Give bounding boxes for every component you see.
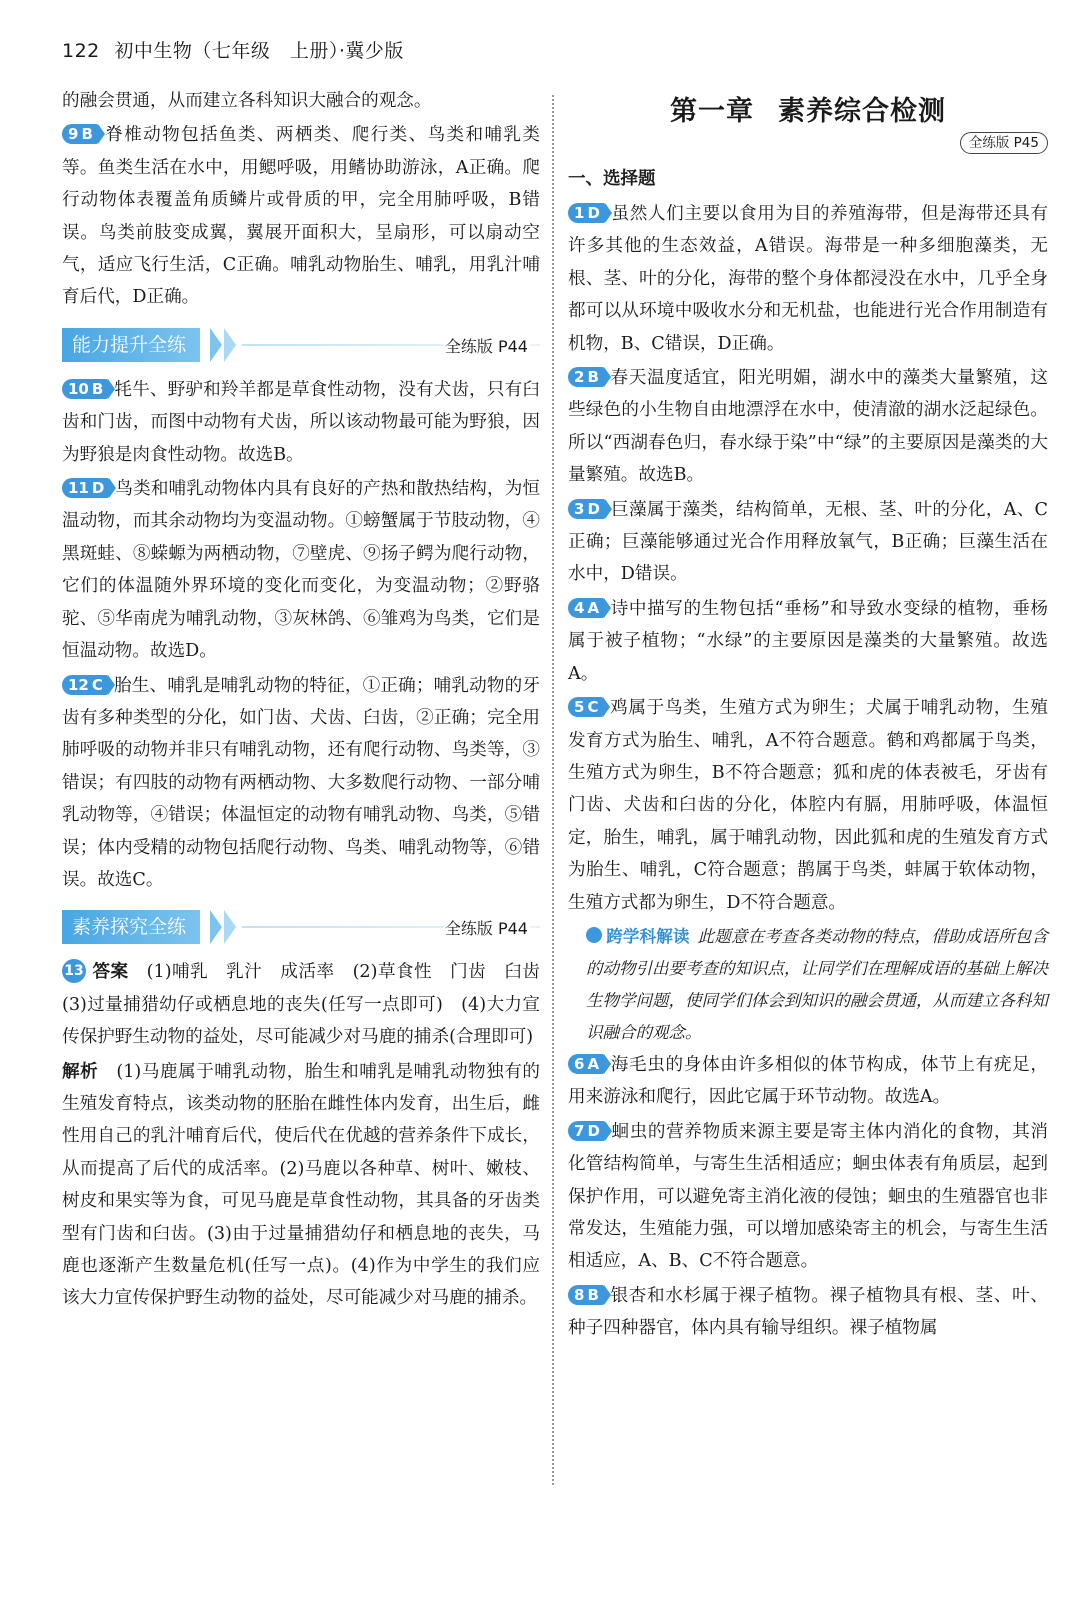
answer-badge: 8 B [568,1285,604,1305]
answer-item-11 [62,473,540,667]
answer-explanation: 蛔虫的营养物质来源主要是寄主体内消化的食物，其消化管结构简单，与寄生生活相适应；蛔虫体表有角质层，起到保护作用，可以避免寄主消化液的侵蚀；蛔虫的生殖器官也非常发达，生殖能力强，可以增加感染寄主的机会，与寄生生活相适应，A、B、C不符合题意。 [568,1121,1048,1272]
section-heading: 一、选择题 [568,169,656,189]
answer-item-6 [568,1049,1048,1114]
chevron-icon [224,328,236,362]
answer-explanation: 巨藻属于藻类，结构简单，无根、茎、叶的分化，A、C正确；巨藻能够通过光合作用释放氧气，B正确；巨藻生活在水中，D错误。 [568,499,1048,585]
answer-explanation: 诗中描写的生物包括“垂杨”和导致水变绿的植物，垂杨属于被子植物；“水绿”的主要原因是藻类的大量繁殖。故选A。 [568,598,1048,684]
answer-badge: 9 B [62,124,98,144]
answer-item-9 [62,119,540,313]
page-header [62,36,404,63]
interdisciplinary-note [586,921,1048,1049]
answer-badge: 10 B [62,379,108,399]
answer-item-13 [62,956,558,1053]
answer-badge: 6 A [568,1054,604,1074]
answer-item-4 [568,593,1048,690]
answer-badge: 5 C [568,697,603,717]
answer-item-3 [568,494,1048,591]
answer-item-8 [568,1280,1048,1345]
answer-explanation: 虽然人们主要以食用为目的养殖海带，但是海带还具有许多其他的生态效益，A错误。海带是一种多细胞藻类，无根、茎、叶的分化，海带的整个身体都浸没在水中，几乎全身都可以从环境中吸收水分和无机盐，也能进行光合作用制造有机物，B、C错误，D正确。 [568,204,1048,354]
note-label: 跨学科解读 [606,926,690,946]
question-number-badge: 13 [62,959,86,983]
section-label: 素养探究全练 [62,910,200,944]
edition-tag: 全练版 P45 [568,132,1048,154]
answer-explanation: 鸡属于鸟类，生殖方式为卵生；犬属于哺乳动物，生殖发育方式为胎生、哺乳，A不符合题意。鹤和鸡都属于鸟类，生殖方式为卵生，B不符合题意；狐和虎的体表被毛，牙齿有门齿、犬齿和臼齿的分化，体腔内有膈，用肺呼吸，体温恒定，胎生，哺乳，属于哺乳动物，因此狐和虎的生殖发育方式为胎生、哺乳，C符合题意；鹊属于鸟类，蚌属于软体动物，生殖方式都为卵生，D不符合题意。 [568,698,1048,913]
answer-item-5 [568,692,1048,919]
section-literacy-inquiry [62,910,540,944]
answer-item-12 [62,670,540,897]
analysis-block [62,1056,540,1315]
chevron-icon [210,328,222,362]
answer-item-10 [62,374,540,471]
section-page-ref: 全练版 P44 [443,334,530,357]
continuation-text: 的融会贯通，从而建立各科知识大融合的观念。 [62,91,432,111]
answer-badge: 1 D [568,203,605,223]
answer-badge: 12 C [62,675,108,695]
answer-badge: 7 D [568,1121,605,1141]
answer-explanation: 春天温度适宜，阳光明媚，湖水中的藻类大量繁殖，这些绿色的小生物自由地漂浮在水中，使清澈的湖水泛起绿色。所以“西湖春色归，春水绿于染”中“绿”的主要原因是藻类的大量繁殖。故选B。 [568,368,1048,486]
note-icon [586,927,602,943]
answer-badge: 2 B [568,367,604,387]
answer-explanation: 脊椎动物包括鱼类、两栖类、爬行类、鸟类和哺乳类等。鱼类生活在水中，用鳃呼吸，用鳍协助游泳，A正确。爬行动物体表覆盖角质鳞片或骨质的甲，完全用肺呼吸，B错误。鸟类前肢变成翼，翼展开面积大，呈扇形，可以扇动空气，适应飞行生活，C正确。哺乳动物胎生、哺乳，用乳汁哺育后代，D正确。 [62,125,540,308]
answer-explanation: 牦牛、野驴和羚羊都是草食性动物，没有犬齿，只有臼齿和门齿，而图中动物有犬齿，所以该动物最可能为野狼，因为野狼是肉食性动物。故选B。 [62,379,540,465]
analysis-text: (1)马鹿属于哺乳动物，胎生和哺乳是哺乳动物独有的生殖发育特点，该类动物的胚胎在雌性体内发育，出生后，雌性用自己的乳汁哺育后代，使后代在优越的营养条件下成长，从而提高了后代的成活率。(2)马鹿以各种草、树叶、嫩枝、树皮和果实等为食，可见马鹿是草食性动物，其具备的牙齿类型有门齿和臼齿。(3)由于过量捕猎幼仔和栖息地的丧失，马鹿也逐渐产生数量危机(任写一点)。(4)作为中学生的我们应该大力宣传保护野生动物的益处，尽可能减少对马鹿的捕杀。 [62,1061,540,1309]
answer-badge: 3 D [568,499,605,519]
page-number: 122 [62,40,100,62]
column-divider [552,95,554,1485]
answer-text: (1)哺乳 乳汁 成活率 (2)草食性 门齿 臼齿 (3)过量捕猎幼仔或栖息地的丧失(任写一点即可) (4)大力宣传保护野生动物的益处，尽可能减少对马鹿的捕杀(合理即可) [62,962,558,1048]
answer-item-7 [568,1116,1048,1278]
left-column [62,85,558,1317]
note-text: 此题意在考查各类动物的特点，借助成语所包含的动物引出要考查的知识点，让同学们在理解成语的基础上解决生物学问题，使同学们体会到知识的融会贯通，从而建立各科知识融合的观念。 [586,926,1049,1042]
answer-explanation: 鸟类和哺乳动物体内具有良好的产热和散热结构，为恒温动物，而其余动物均为变温动物。①螃蟹属于节肢动物，④黑斑蛙、⑧蝾螈为两栖动物，⑦壁虎、⑨扬子鳄为爬行动物，它们的体温随外界环境的变化而变化，为变温动物；②野骆驼、⑤华南虎为哺乳动物，③灰林鸽、⑥雏鸡为鸟类，它们是恒温动物。故选D。 [62,479,540,662]
chapter-title: 第一章 素养综合检测 [670,96,946,127]
chevron-icon [210,910,222,944]
answer-label: 答案 [92,962,129,983]
right-column [568,85,1048,1347]
answer-explanation: 海毛虫的身体由许多相似的体节构成，体节上有疣足，用来游泳和爬行，因此它属于环节动物。故选A。 [568,1054,1048,1108]
book-title: 初中生物（七年级 上册）·冀少版 [114,40,404,62]
section-page-ref: 全练版 P44 [443,916,530,939]
answer-explanation: 胎生、哺乳是哺乳动物的特征，①正确；哺乳动物的牙齿有多种类型的分化，如门齿、犬齿、臼齿，②正确；完全用肺呼吸的动物并非只有哺乳动物，还有爬行动物、鸟类等，③错误；有四肢的动物有两栖动物、大多数爬行动物、一部分哺乳动物等，④错误；体温恒定的动物有哺乳动物、鸟类，⑤错误；体内受精的动物包括爬行动物、鸟类、哺乳动物等，⑥错误。故选C。 [62,675,540,890]
answer-badge: 11 D [62,478,109,498]
answer-explanation: 银杏和水杉属于裸子植物。裸子植物具有根、茎、叶、种子四种器官，体内具有输导组织。裸子植物属 [568,1285,1048,1339]
answer-item-2 [568,362,1048,492]
analysis-label: 解析 [62,1061,99,1082]
chevron-icon [224,910,236,944]
section-label: 能力提升全练 [62,328,200,362]
section-ability-improvement [62,328,540,362]
answer-badge: 4 A [568,598,604,618]
answer-item-1 [568,198,1048,360]
